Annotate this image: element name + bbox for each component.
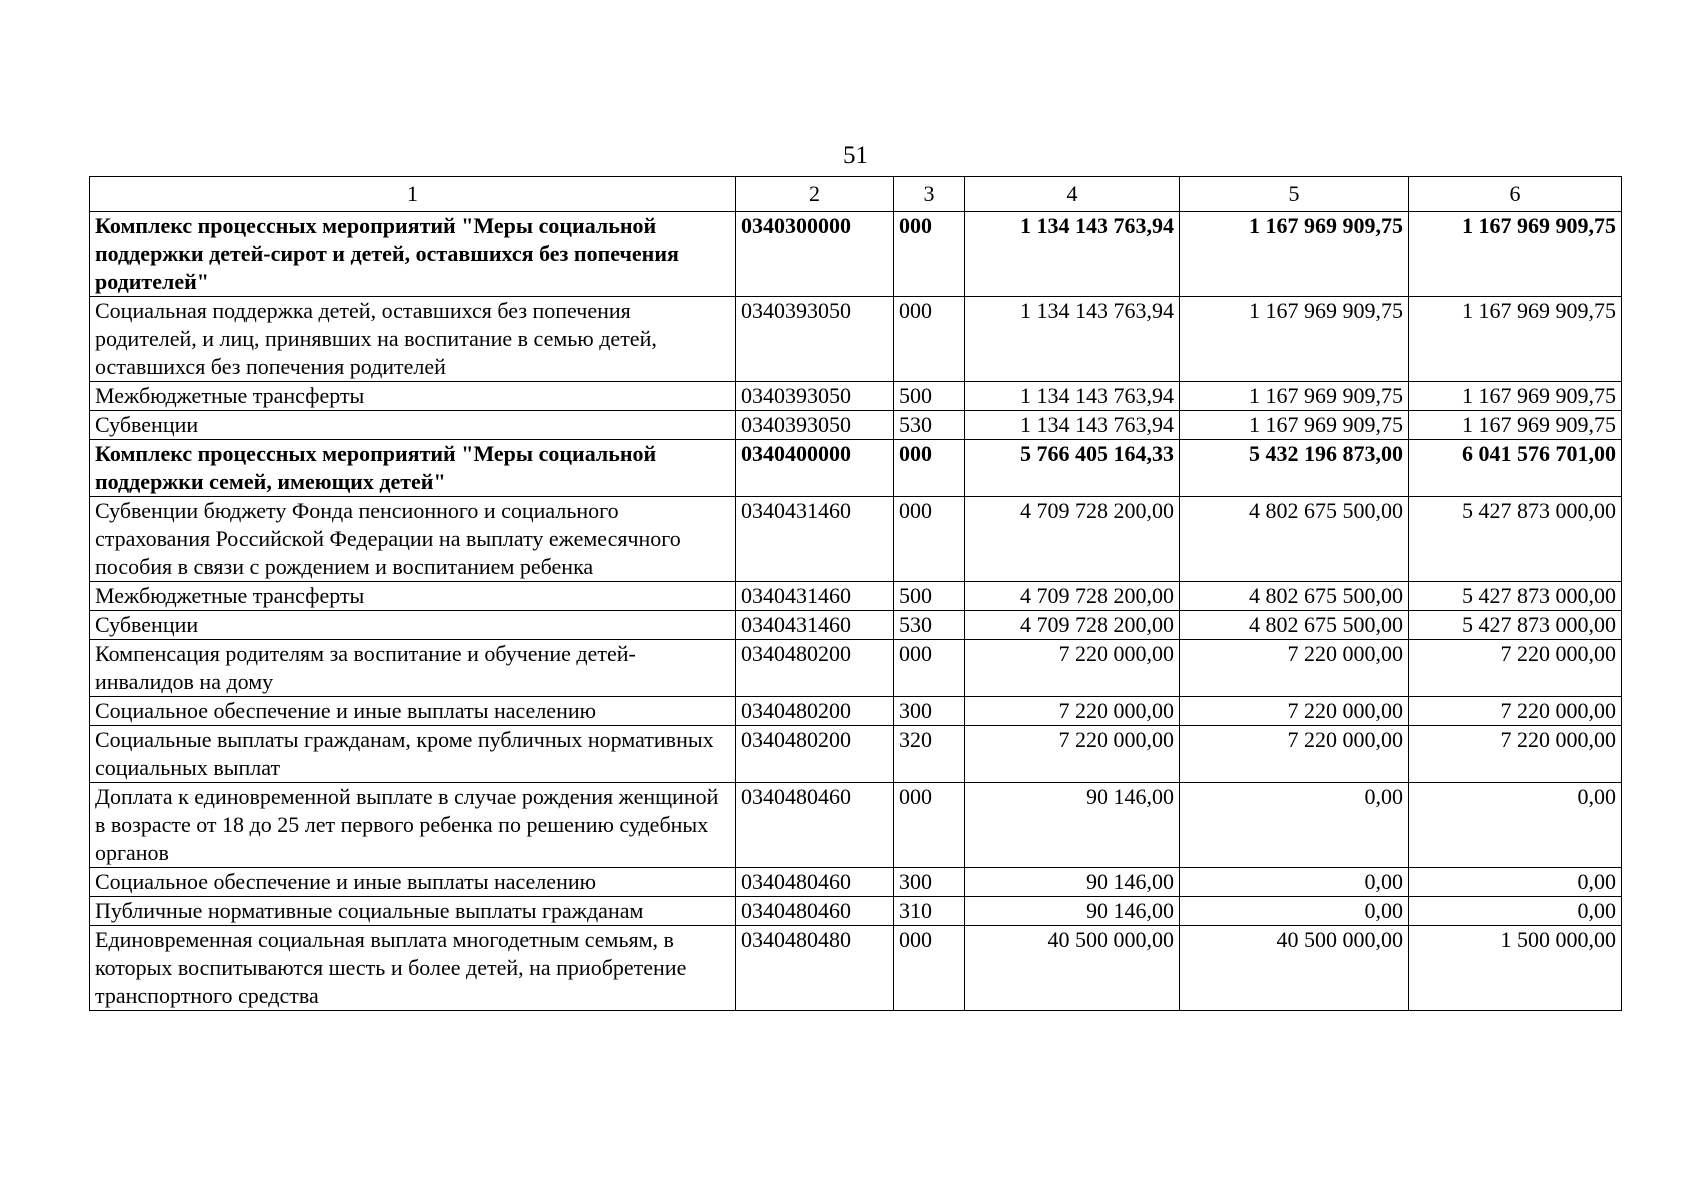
row-name: Доплата к единовременной выплате в случае рождения женщиной в возрасте от 18 до 25 лет первого ребенка по решению судебных органов (90, 783, 736, 868)
row-amount-col6: 0,00 (1409, 783, 1622, 868)
row-amount-col6: 0,00 (1409, 897, 1622, 926)
row-expense-type: 500 (894, 582, 965, 611)
row-amount-col4: 1 134 143 763,94 (965, 297, 1180, 382)
row-expense-type: 000 (894, 926, 965, 1011)
row-amount-col4: 90 146,00 (965, 868, 1180, 897)
row-expense-type: 320 (894, 726, 965, 783)
row-expense-type: 000 (894, 297, 965, 382)
row-expense-type: 530 (894, 611, 965, 640)
row-name: Социальная поддержка детей, оставшихся без попечения родителей, и лиц, принявших на воспитание в семью детей, оставшихся без попечения родителей (90, 297, 736, 382)
row-expense-type: 300 (894, 868, 965, 897)
header-cell: 2 (736, 177, 894, 212)
row-code: 0340480200 (736, 640, 894, 697)
row-amount-col6: 0,00 (1409, 868, 1622, 897)
row-amount-col6: 1 167 969 909,75 (1409, 297, 1622, 382)
row-code: 0340393050 (736, 411, 894, 440)
row-amount-col6: 1 167 969 909,75 (1409, 212, 1622, 297)
row-amount-col4: 7 220 000,00 (965, 726, 1180, 783)
row-amount-col4: 4 709 728 200,00 (965, 582, 1180, 611)
row-code: 0340480200 (736, 697, 894, 726)
header-cell: 5 (1180, 177, 1409, 212)
row-amount-col4: 90 146,00 (965, 897, 1180, 926)
row-amount-col5: 4 802 675 500,00 (1180, 497, 1409, 582)
row-code: 0340300000 (736, 212, 894, 297)
table-row (90, 897, 1622, 926)
row-amount-col5: 4 802 675 500,00 (1180, 611, 1409, 640)
row-amount-col5: 0,00 (1180, 783, 1409, 868)
table-row (90, 783, 1622, 868)
table-row (90, 697, 1622, 726)
row-name: Социальные выплаты гражданам, кроме публичных нормативных социальных выплат (90, 726, 736, 783)
row-expense-type: 530 (894, 411, 965, 440)
row-code: 0340393050 (736, 297, 894, 382)
table-row (90, 611, 1622, 640)
row-amount-col5: 1 167 969 909,75 (1180, 411, 1409, 440)
header-cell: 6 (1409, 177, 1622, 212)
table-row (90, 868, 1622, 897)
row-name: Субвенции (90, 611, 736, 640)
row-code: 0340480460 (736, 783, 894, 868)
table-row (90, 212, 1622, 297)
table-row (90, 726, 1622, 783)
row-amount-col5: 4 802 675 500,00 (1180, 582, 1409, 611)
row-amount-col6: 7 220 000,00 (1409, 640, 1622, 697)
header-cell: 4 (965, 177, 1180, 212)
table-row (90, 640, 1622, 697)
row-code: 0340400000 (736, 440, 894, 497)
row-amount-col5: 7 220 000,00 (1180, 640, 1409, 697)
table-row (90, 926, 1622, 1011)
row-amount-col4: 4 709 728 200,00 (965, 497, 1180, 582)
row-amount-col6: 1 167 969 909,75 (1409, 382, 1622, 411)
row-name: Социальное обеспечение и иные выплаты населению (90, 697, 736, 726)
row-amount-col5: 1 167 969 909,75 (1180, 382, 1409, 411)
row-code: 0340480480 (736, 926, 894, 1011)
row-amount-col4: 1 134 143 763,94 (965, 382, 1180, 411)
page-number: 51 (843, 142, 868, 169)
row-amount-col4: 7 220 000,00 (965, 640, 1180, 697)
row-amount-col6: 5 427 873 000,00 (1409, 497, 1622, 582)
row-expense-type: 000 (894, 640, 965, 697)
table-row (90, 440, 1622, 497)
row-code: 0340480460 (736, 868, 894, 897)
row-amount-col5: 1 167 969 909,75 (1180, 297, 1409, 382)
row-amount-col6: 7 220 000,00 (1409, 726, 1622, 783)
row-name: Комплекс процессных мероприятий "Меры социальной поддержки детей-сирот и детей, оставшихся без попечения родителей" (90, 212, 736, 297)
row-amount-col4: 4 709 728 200,00 (965, 611, 1180, 640)
row-expense-type: 310 (894, 897, 965, 926)
budget-table (89, 176, 1622, 1011)
row-amount-col4: 7 220 000,00 (965, 697, 1180, 726)
row-amount-col4: 5 766 405 164,33 (965, 440, 1180, 497)
row-expense-type: 000 (894, 497, 965, 582)
row-code: 0340480200 (736, 726, 894, 783)
row-amount-col6: 6 041 576 701,00 (1409, 440, 1622, 497)
row-amount-col5: 5 432 196 873,00 (1180, 440, 1409, 497)
row-amount-col5: 7 220 000,00 (1180, 697, 1409, 726)
row-expense-type: 000 (894, 783, 965, 868)
header-cell: 3 (894, 177, 965, 212)
row-name: Межбюджетные трансферты (90, 382, 736, 411)
row-code: 0340431460 (736, 611, 894, 640)
table-row (90, 582, 1622, 611)
row-expense-type: 300 (894, 697, 965, 726)
row-name: Компенсация родителям за воспитание и обучение детей-инвалидов на дому (90, 640, 736, 697)
header-row (90, 177, 1622, 212)
row-name: Единовременная социальная выплата многодетным семьям, в которых воспитываются шесть и более детей, на приобретение транспортного средства (90, 926, 736, 1011)
row-name: Субвенции бюджету Фонда пенсионного и социального страхования Российской Федерации на выплату ежемесячного пособия в связи с рождением и воспитанием ребенка (90, 497, 736, 582)
row-code: 0340480460 (736, 897, 894, 926)
row-code: 0340431460 (736, 582, 894, 611)
table-row (90, 497, 1622, 582)
row-expense-type: 500 (894, 382, 965, 411)
row-amount-col4: 1 134 143 763,94 (965, 212, 1180, 297)
row-amount-col6: 7 220 000,00 (1409, 697, 1622, 726)
row-name: Комплекс процессных мероприятий "Меры социальной поддержки семей, имеющих детей" (90, 440, 736, 497)
row-amount-col5: 1 167 969 909,75 (1180, 212, 1409, 297)
header-cell: 1 (90, 177, 736, 212)
row-amount-col6: 5 427 873 000,00 (1409, 611, 1622, 640)
row-name: Субвенции (90, 411, 736, 440)
row-code: 0340431460 (736, 497, 894, 582)
table-row (90, 411, 1622, 440)
row-name: Социальное обеспечение и иные выплаты населению (90, 868, 736, 897)
row-amount-col4: 90 146,00 (965, 783, 1180, 868)
row-amount-col5: 0,00 (1180, 868, 1409, 897)
row-expense-type: 000 (894, 212, 965, 297)
row-name: Публичные нормативные социальные выплаты гражданам (90, 897, 736, 926)
row-amount-col5: 0,00 (1180, 897, 1409, 926)
row-amount-col6: 5 427 873 000,00 (1409, 582, 1622, 611)
table-row (90, 382, 1622, 411)
row-code: 0340393050 (736, 382, 894, 411)
row-amount-col5: 7 220 000,00 (1180, 726, 1409, 783)
row-name: Межбюджетные трансферты (90, 582, 736, 611)
row-amount-col6: 1 167 969 909,75 (1409, 411, 1622, 440)
row-amount-col4: 1 134 143 763,94 (965, 411, 1180, 440)
row-amount-col5: 40 500 000,00 (1180, 926, 1409, 1011)
row-amount-col6: 1 500 000,00 (1409, 926, 1622, 1011)
table-row (90, 297, 1622, 382)
row-amount-col4: 40 500 000,00 (965, 926, 1180, 1011)
row-expense-type: 000 (894, 440, 965, 497)
